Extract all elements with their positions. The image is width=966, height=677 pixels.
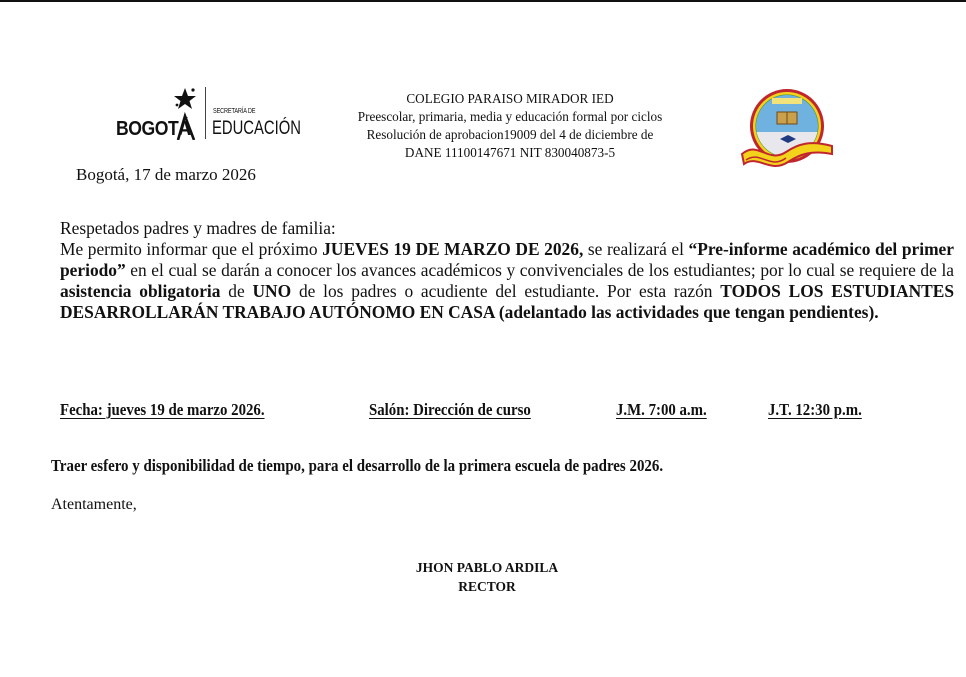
signature-block xyxy=(387,558,587,596)
meeting-date: Fecha: jueves 19 de marzo 2026. xyxy=(60,400,265,419)
meeting-room: Salón: Dirección de curso xyxy=(369,400,531,419)
school-crest-icon xyxy=(738,84,836,176)
paragraph-text: Me permito informar que el próximo xyxy=(60,239,323,259)
school-levels: Preescolar, primaria, media y educación formal por ciclos xyxy=(357,109,663,124)
letter-date: Bogotá, 17 de marzo 2026 xyxy=(76,165,256,184)
event-name-emphasis: “Pre-informe académico del primer periodo” xyxy=(60,239,954,280)
school-ids: DANE 11100147671 NIT 830040873-5 xyxy=(404,145,616,160)
top-border-line xyxy=(0,0,966,2)
school-header xyxy=(330,90,690,162)
secretaria-label: SECRETARÍA DE xyxy=(213,108,256,115)
educacion-wordmark: EDUCACIÓN xyxy=(212,118,301,139)
afternoon-shift-time: J.T. 12:30 p.m. xyxy=(768,400,862,419)
school-name: COLEGIO PARAISO MIRADOR IED xyxy=(406,91,614,106)
autonomous-work-notice: TODOS LOS ESTUDIANTES DESARROLLARÁN TRABAJO AUTÓNOMO EN CASA (adelantado las actividades que tengan pendientes). xyxy=(60,281,954,322)
paragraph-text: se realizará el xyxy=(583,239,689,259)
letter-body xyxy=(60,218,954,323)
main-paragraph xyxy=(60,239,954,323)
signer-name: JHON PABLO ARDILA xyxy=(415,560,559,575)
salutation: Respetados padres y madres de familia: xyxy=(60,218,336,238)
one-parent-emphasis: UNO xyxy=(252,281,292,301)
bogota-wordmark: BOGOTÁ xyxy=(116,118,191,140)
reminder-note: Traer esfero y disponibilidad de tiempo, para el desarrollo de la primera escuela de padres 2026. xyxy=(51,456,664,475)
school-resolution: Resolución de aprobacion19009 del 4 de diciembre de xyxy=(366,127,654,142)
paragraph-text: de xyxy=(220,281,253,301)
logo-divider xyxy=(205,87,206,139)
paragraph-text: en el cual se darán a conocer los avances académicos y convivenciales de los estudiantes; por lo cual se requiere de la xyxy=(125,260,954,280)
morning-shift-time: J.M. 7:00 a.m. xyxy=(616,400,707,419)
signer-title: RECTOR xyxy=(458,579,516,594)
meeting-date-emphasis: JUEVES 19 DE MARZO DE 2026, xyxy=(322,239,584,259)
bogota-education-logo xyxy=(112,84,301,146)
paragraph-text: de los padres o acudiente del estudiante. Por esta razón xyxy=(291,281,721,301)
closing-salutation: Atentamente, xyxy=(51,496,137,513)
mandatory-attendance-emphasis: asistencia obligatoria xyxy=(60,281,221,301)
